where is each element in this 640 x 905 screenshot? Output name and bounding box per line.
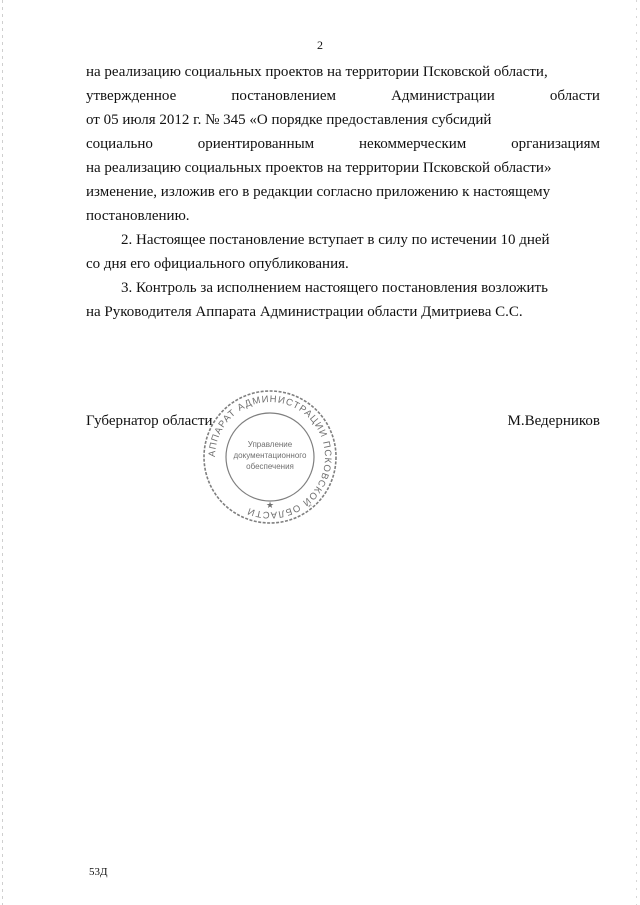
text-line: со дня его официального опубликования. [86, 256, 349, 272]
stamp-star-icon: ★ [265, 500, 275, 510]
document-body [86, 60, 600, 324]
text-line: постановлению. [86, 208, 190, 224]
text-line: изменение, изложив его в редакции согласно приложению к настоящему [86, 184, 551, 200]
paragraph-3 [86, 276, 600, 324]
signatory-name: М.Ведерников [507, 413, 600, 429]
text-line-justified: социально ориентированным некоммерческим организациям [86, 136, 600, 152]
paragraph-1 [86, 60, 600, 228]
signatory-position: Губернатор области [86, 413, 213, 429]
stamp-inner-line: Управление [247, 440, 293, 449]
text-line: 2. Настоящее постановление вступает в силу по истечении 10 дней [121, 232, 550, 248]
document-code: 53Д [89, 866, 108, 878]
page-number: 2 [317, 38, 323, 52]
stamp-inner-line: обеспечения [246, 462, 294, 471]
scan-edge-left [2, 0, 3, 905]
paragraph-2 [86, 228, 600, 276]
text-line: на Руководителя Аппарата Администрации области Дмитриева С.С. [86, 304, 523, 320]
stamp-outer-text: АППАРАТ АДМИНИСТРАЦИИ ПСКОВСКОЙ ОБЛАСТИ [206, 393, 334, 521]
text-line: 3. Контроль за исполнением настоящего постановления возложить [121, 280, 548, 296]
scan-edge-right [636, 0, 637, 905]
text-line: на реализацию социальных проектов на территории Псковской области» [86, 160, 552, 176]
text-line: на реализацию социальных проектов на территории Псковской области, [86, 64, 548, 80]
text-line: от 05 июля 2012 г. № 345 «О порядке предоставления субсидий [86, 112, 492, 128]
text-line-justified: утвержденное постановлением Администрации области [86, 88, 600, 104]
official-stamp [200, 387, 340, 527]
stamp-inner-line: документационного [233, 451, 307, 460]
